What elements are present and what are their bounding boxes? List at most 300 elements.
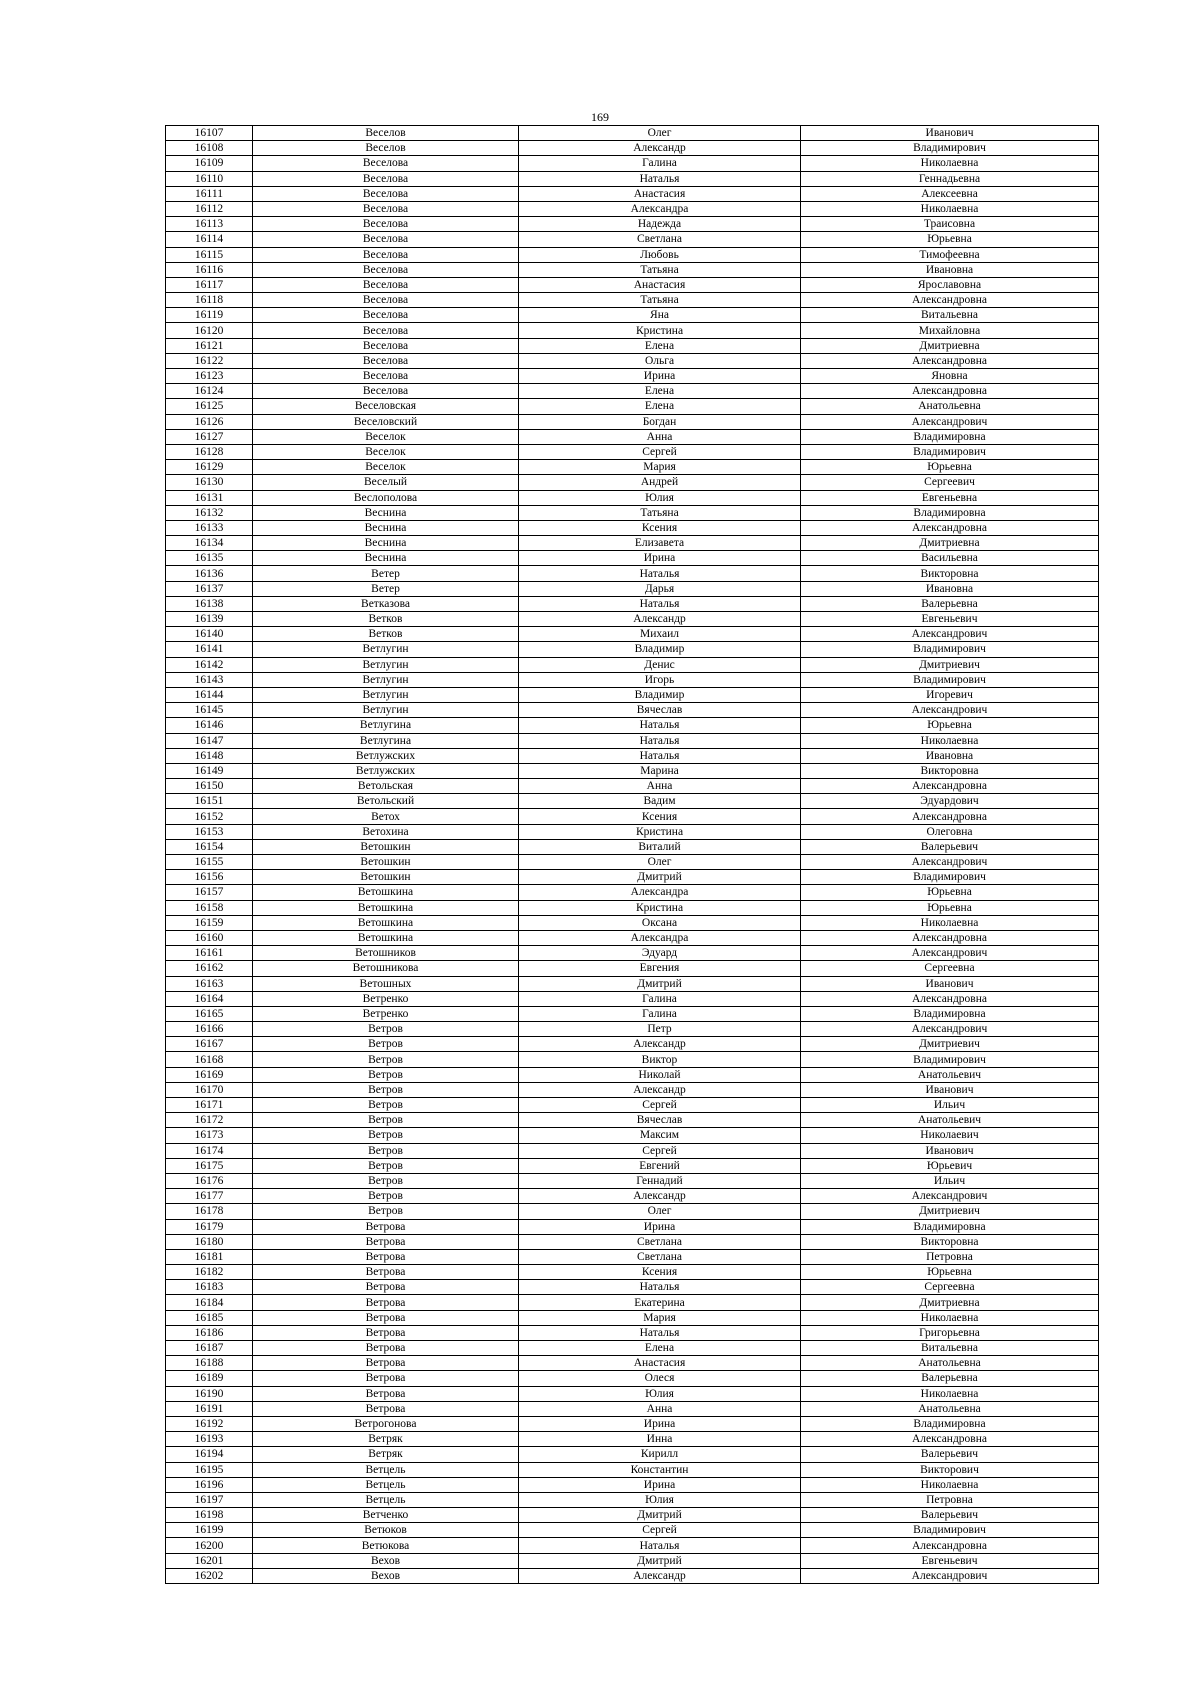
patronymic-cell: Михайловна [801, 323, 1099, 338]
row-number-cell: 16139 [166, 612, 253, 627]
first-name-cell: Эдуард [519, 946, 801, 961]
table-row [166, 1037, 1099, 1052]
row-number-cell: 16199 [166, 1523, 253, 1538]
first-name-cell: Евгения [519, 961, 801, 976]
row-number-cell: 16163 [166, 976, 253, 991]
table-row [166, 1158, 1099, 1173]
row-number-cell: 16180 [166, 1234, 253, 1249]
first-name-cell: Сергей [519, 1098, 801, 1113]
table-row [166, 475, 1099, 490]
table-row [166, 718, 1099, 733]
table-row [166, 672, 1099, 687]
row-number-cell: 16181 [166, 1249, 253, 1264]
table-row [166, 338, 1099, 353]
patronymic-cell: Владимировна [801, 505, 1099, 520]
row-number-cell: 16135 [166, 551, 253, 566]
patronymic-cell: Сергеевич [801, 475, 1099, 490]
patronymic-cell: Дмитриевич [801, 657, 1099, 672]
patronymic-cell: Владимирович [801, 141, 1099, 156]
patronymic-cell: Евгеньевич [801, 612, 1099, 627]
patronymic-cell: Владимировна [801, 1416, 1099, 1431]
table-row [166, 323, 1099, 338]
first-name-cell: Дмитрий [519, 870, 801, 885]
table-row [166, 1325, 1099, 1340]
first-name-cell: Александр [519, 612, 801, 627]
table-row [166, 520, 1099, 535]
last-name-cell: Ветказова [253, 596, 519, 611]
row-number-cell: 16130 [166, 475, 253, 490]
table-row [166, 946, 1099, 961]
patronymic-cell: Анатольевна [801, 399, 1099, 414]
row-number-cell: 16171 [166, 1098, 253, 1113]
table-row [166, 353, 1099, 368]
patronymic-cell: Дмитриевна [801, 536, 1099, 551]
first-name-cell: Александр [519, 1082, 801, 1097]
patronymic-cell: Александрович [801, 855, 1099, 870]
table-row [166, 1249, 1099, 1264]
last-name-cell: Ветер [253, 566, 519, 581]
row-number-cell: 16157 [166, 885, 253, 900]
row-number-cell: 16165 [166, 1006, 253, 1021]
first-name-cell: Светлана [519, 232, 801, 247]
first-name-cell: Наталья [519, 748, 801, 763]
row-number-cell: 16142 [166, 657, 253, 672]
last-name-cell: Веслополова [253, 490, 519, 505]
row-number-cell: 16121 [166, 338, 253, 353]
patronymic-cell: Анатольевич [801, 1113, 1099, 1128]
last-name-cell: Ветренко [253, 991, 519, 1006]
row-number-cell: 16119 [166, 308, 253, 323]
patronymic-cell: Владимировна [801, 1219, 1099, 1234]
patronymic-cell: Юрьевна [801, 900, 1099, 915]
patronymic-cell: Валерьевич [801, 1508, 1099, 1523]
patronymic-cell: Евгеньевич [801, 1553, 1099, 1568]
patronymic-cell: Петровна [801, 1249, 1099, 1264]
table-row [166, 748, 1099, 763]
first-name-cell: Ирина [519, 1477, 801, 1492]
table-row [166, 1006, 1099, 1021]
table-row [166, 429, 1099, 444]
first-name-cell: Вадим [519, 794, 801, 809]
last-name-cell: Ветошкина [253, 915, 519, 930]
patronymic-cell: Николаевна [801, 1386, 1099, 1401]
first-name-cell: Сергей [519, 444, 801, 459]
last-name-cell: Ветлугина [253, 733, 519, 748]
table-row [166, 703, 1099, 718]
patronymic-cell: Юрьевна [801, 1265, 1099, 1280]
first-name-cell: Марина [519, 763, 801, 778]
patronymic-cell: Александровна [801, 930, 1099, 945]
patronymic-cell: Владимирович [801, 642, 1099, 657]
row-number-cell: 16201 [166, 1553, 253, 1568]
patronymic-cell: Владимирович [801, 1523, 1099, 1538]
last-name-cell: Ветрова [253, 1265, 519, 1280]
patronymic-cell: Алексеевна [801, 186, 1099, 201]
row-number-cell: 16167 [166, 1037, 253, 1052]
patronymic-cell: Александрович [801, 627, 1099, 642]
last-name-cell: Ветрогонова [253, 1416, 519, 1431]
patronymic-cell: Иванович [801, 976, 1099, 991]
first-name-cell: Елена [519, 338, 801, 353]
last-name-cell: Веселова [253, 247, 519, 262]
first-name-cell: Елизавета [519, 536, 801, 551]
table-row [166, 581, 1099, 596]
table-row [166, 369, 1099, 384]
roster-table [165, 125, 1099, 1584]
table-row [166, 642, 1099, 657]
row-number-cell: 16186 [166, 1325, 253, 1340]
row-number-cell: 16155 [166, 855, 253, 870]
table-row [166, 171, 1099, 186]
first-name-cell: Максим [519, 1128, 801, 1143]
table-row [166, 1067, 1099, 1082]
table-row [166, 384, 1099, 399]
patronymic-cell: Витальевна [801, 1341, 1099, 1356]
first-name-cell: Наталья [519, 1325, 801, 1340]
table-row [166, 1189, 1099, 1204]
table-row [166, 627, 1099, 642]
patronymic-cell: Владимирович [801, 870, 1099, 885]
last-name-cell: Ветров [253, 1052, 519, 1067]
table-row [166, 763, 1099, 778]
last-name-cell: Ветков [253, 612, 519, 627]
first-name-cell: Вячеслав [519, 703, 801, 718]
last-name-cell: Ветцель [253, 1477, 519, 1492]
last-name-cell: Ветрова [253, 1234, 519, 1249]
table-row [166, 566, 1099, 581]
row-number-cell: 16164 [166, 991, 253, 1006]
first-name-cell: Евгений [519, 1158, 801, 1173]
patronymic-cell: Яновна [801, 369, 1099, 384]
row-number-cell: 16188 [166, 1356, 253, 1371]
row-number-cell: 16177 [166, 1189, 253, 1204]
first-name-cell: Виктор [519, 1052, 801, 1067]
row-number-cell: 16184 [166, 1295, 253, 1310]
table-row [166, 915, 1099, 930]
row-number-cell: 16160 [166, 930, 253, 945]
patronymic-cell: Николаевна [801, 1310, 1099, 1325]
first-name-cell: Олег [519, 855, 801, 870]
table-row [166, 1432, 1099, 1447]
row-number-cell: 16116 [166, 262, 253, 277]
table-row [166, 1098, 1099, 1113]
patronymic-cell: Александрович [801, 703, 1099, 718]
last-name-cell: Ветряк [253, 1447, 519, 1462]
first-name-cell: Ирина [519, 551, 801, 566]
last-name-cell: Веселова [253, 232, 519, 247]
row-number-cell: 16115 [166, 247, 253, 262]
first-name-cell: Елена [519, 399, 801, 414]
first-name-cell: Анна [519, 779, 801, 794]
first-name-cell: Александра [519, 885, 801, 900]
table-row [166, 1371, 1099, 1386]
last-name-cell: Веселова [253, 156, 519, 171]
table-row [166, 126, 1099, 141]
patronymic-cell: Анатольевна [801, 1401, 1099, 1416]
table-row [166, 444, 1099, 459]
patronymic-cell: Дмитриевич [801, 1037, 1099, 1052]
patronymic-cell: Валерьевич [801, 1447, 1099, 1462]
last-name-cell: Ветлугин [253, 642, 519, 657]
table-row [166, 657, 1099, 672]
first-name-cell: Татьяна [519, 262, 801, 277]
table-row [166, 217, 1099, 232]
table-row [166, 141, 1099, 156]
first-name-cell: Светлана [519, 1234, 801, 1249]
patronymic-cell: Юрьевна [801, 232, 1099, 247]
row-number-cell: 16170 [166, 1082, 253, 1097]
table-row [166, 1477, 1099, 1492]
row-number-cell: 16182 [166, 1265, 253, 1280]
row-number-cell: 16161 [166, 946, 253, 961]
row-number-cell: 16147 [166, 733, 253, 748]
row-number-cell: 16154 [166, 839, 253, 854]
first-name-cell: Константин [519, 1462, 801, 1477]
first-name-cell: Игорь [519, 672, 801, 687]
table-row [166, 1310, 1099, 1325]
first-name-cell: Александра [519, 930, 801, 945]
last-name-cell: Веселова [253, 384, 519, 399]
table-row [166, 460, 1099, 475]
row-number-cell: 16156 [166, 870, 253, 885]
first-name-cell: Олег [519, 1204, 801, 1219]
last-name-cell: Вехов [253, 1568, 519, 1583]
patronymic-cell: Ивановна [801, 581, 1099, 596]
row-number-cell: 16200 [166, 1538, 253, 1553]
last-name-cell: Ветров [253, 1067, 519, 1082]
last-name-cell: Ветров [253, 1158, 519, 1173]
first-name-cell: Оксана [519, 915, 801, 930]
first-name-cell: Анастасия [519, 186, 801, 201]
patronymic-cell: Траисовна [801, 217, 1099, 232]
last-name-cell: Веселова [253, 369, 519, 384]
patronymic-cell: Валерьевна [801, 1371, 1099, 1386]
table-row [166, 1082, 1099, 1097]
patronymic-cell: Дмитриевна [801, 338, 1099, 353]
last-name-cell: Ветров [253, 1128, 519, 1143]
table-row [166, 1416, 1099, 1431]
patronymic-cell: Дмитриевна [801, 1295, 1099, 1310]
last-name-cell: Ветлугин [253, 703, 519, 718]
first-name-cell: Инна [519, 1432, 801, 1447]
last-name-cell: Веселова [253, 217, 519, 232]
last-name-cell: Ветер [253, 581, 519, 596]
patronymic-cell: Ярославовна [801, 277, 1099, 292]
patronymic-cell: Юрьевна [801, 460, 1099, 475]
first-name-cell: Олег [519, 126, 801, 141]
table-row [166, 1538, 1099, 1553]
first-name-cell: Наталья [519, 171, 801, 186]
row-number-cell: 16153 [166, 824, 253, 839]
patronymic-cell: Сергеевна [801, 1280, 1099, 1295]
first-name-cell: Ксения [519, 809, 801, 824]
last-name-cell: Веселова [253, 171, 519, 186]
first-name-cell: Елена [519, 384, 801, 399]
row-number-cell: 16136 [166, 566, 253, 581]
first-name-cell: Виталий [519, 839, 801, 854]
row-number-cell: 16179 [166, 1219, 253, 1234]
patronymic-cell: Николаевич [801, 1128, 1099, 1143]
last-name-cell: Ветрова [253, 1401, 519, 1416]
row-number-cell: 16193 [166, 1432, 253, 1447]
first-name-cell: Кристина [519, 900, 801, 915]
patronymic-cell: Владимировна [801, 1006, 1099, 1021]
last-name-cell: Веселов [253, 126, 519, 141]
last-name-cell: Ветров [253, 1022, 519, 1037]
patronymic-cell: Юрьевна [801, 885, 1099, 900]
last-name-cell: Ветров [253, 1113, 519, 1128]
table-row [166, 779, 1099, 794]
row-number-cell: 16187 [166, 1341, 253, 1356]
row-number-cell: 16118 [166, 293, 253, 308]
last-name-cell: Ветров [253, 1189, 519, 1204]
first-name-cell: Анна [519, 429, 801, 444]
table-row [166, 1523, 1099, 1538]
patronymic-cell: Александрович [801, 946, 1099, 961]
patronymic-cell: Валерьевна [801, 596, 1099, 611]
table-row [166, 976, 1099, 991]
first-name-cell: Ксения [519, 520, 801, 535]
patronymic-cell: Ильич [801, 1098, 1099, 1113]
last-name-cell: Веселова [253, 186, 519, 201]
first-name-cell: Ирина [519, 1416, 801, 1431]
table-row [166, 885, 1099, 900]
first-name-cell: Анастасия [519, 1356, 801, 1371]
first-name-cell: Анна [519, 1401, 801, 1416]
first-name-cell: Ирина [519, 1219, 801, 1234]
row-number-cell: 16152 [166, 809, 253, 824]
first-name-cell: Наталья [519, 718, 801, 733]
last-name-cell: Вехов [253, 1553, 519, 1568]
patronymic-cell: Анатольевна [801, 1356, 1099, 1371]
row-number-cell: 16128 [166, 444, 253, 459]
last-name-cell: Веселова [253, 353, 519, 368]
row-number-cell: 16111 [166, 186, 253, 201]
table-row [166, 551, 1099, 566]
patronymic-cell: Юрьевна [801, 718, 1099, 733]
row-number-cell: 16198 [166, 1508, 253, 1523]
patronymic-cell: Александровна [801, 293, 1099, 308]
row-number-cell: 16195 [166, 1462, 253, 1477]
first-name-cell: Наталья [519, 566, 801, 581]
last-name-cell: Ветошкина [253, 900, 519, 915]
first-name-cell: Юлия [519, 1386, 801, 1401]
table-row [166, 1052, 1099, 1067]
table-row [166, 596, 1099, 611]
table-row [166, 156, 1099, 171]
last-name-cell: Ветрова [253, 1371, 519, 1386]
last-name-cell: Ветлугина [253, 718, 519, 733]
table-row [166, 961, 1099, 976]
first-name-cell: Дарья [519, 581, 801, 596]
table-row [166, 1234, 1099, 1249]
table-row [166, 186, 1099, 201]
table-row [166, 991, 1099, 1006]
row-number-cell: 16108 [166, 141, 253, 156]
last-name-cell: Ветрова [253, 1341, 519, 1356]
table-row [166, 1219, 1099, 1234]
row-number-cell: 16137 [166, 581, 253, 596]
patronymic-cell: Владимировна [801, 429, 1099, 444]
table-row [166, 490, 1099, 505]
patronymic-cell: Викторович [801, 1462, 1099, 1477]
last-name-cell: Ветряк [253, 1432, 519, 1447]
row-number-cell: 16166 [166, 1022, 253, 1037]
last-name-cell: Веселый [253, 475, 519, 490]
row-number-cell: 16107 [166, 126, 253, 141]
row-number-cell: 16123 [166, 369, 253, 384]
last-name-cell: Ветрова [253, 1295, 519, 1310]
last-name-cell: Ветошкин [253, 839, 519, 854]
last-name-cell: Веселова [253, 323, 519, 338]
patronymic-cell: Николаевна [801, 156, 1099, 171]
first-name-cell: Денис [519, 657, 801, 672]
last-name-cell: Ветлугин [253, 657, 519, 672]
last-name-cell: Ветров [253, 1204, 519, 1219]
row-number-cell: 16126 [166, 414, 253, 429]
row-number-cell: 16176 [166, 1173, 253, 1188]
patronymic-cell: Владимирович [801, 444, 1099, 459]
first-name-cell: Любовь [519, 247, 801, 262]
patronymic-cell: Валерьевич [801, 839, 1099, 854]
table-row [166, 293, 1099, 308]
last-name-cell: Веселок [253, 429, 519, 444]
row-number-cell: 16183 [166, 1280, 253, 1295]
table-row [166, 1143, 1099, 1158]
row-number-cell: 16194 [166, 1447, 253, 1462]
row-number-cell: 16178 [166, 1204, 253, 1219]
row-number-cell: 16134 [166, 536, 253, 551]
first-name-cell: Мария [519, 1310, 801, 1325]
patronymic-cell: Владимирович [801, 672, 1099, 687]
first-name-cell: Светлана [519, 1249, 801, 1264]
first-name-cell: Андрей [519, 475, 801, 490]
first-name-cell: Анастасия [519, 277, 801, 292]
first-name-cell: Александра [519, 201, 801, 216]
last-name-cell: Ветченко [253, 1508, 519, 1523]
patronymic-cell: Дмитриевич [801, 1204, 1099, 1219]
row-number-cell: 16173 [166, 1128, 253, 1143]
patronymic-cell: Евгеньевна [801, 490, 1099, 505]
patronymic-cell: Геннадьевна [801, 171, 1099, 186]
table-row [166, 536, 1099, 551]
last-name-cell: Веснина [253, 536, 519, 551]
row-number-cell: 16190 [166, 1386, 253, 1401]
page-number: 169 [591, 110, 609, 124]
first-name-cell: Вячеслав [519, 1113, 801, 1128]
last-name-cell: Веселова [253, 201, 519, 216]
first-name-cell: Кирилл [519, 1447, 801, 1462]
row-number-cell: 16192 [166, 1416, 253, 1431]
patronymic-cell: Александровна [801, 779, 1099, 794]
table-row [166, 1401, 1099, 1416]
table-row [166, 277, 1099, 292]
patronymic-cell: Сергеевна [801, 961, 1099, 976]
patronymic-cell: Васильевна [801, 551, 1099, 566]
first-name-cell: Мария [519, 460, 801, 475]
patronymic-cell: Александровна [801, 991, 1099, 1006]
row-number-cell: 16149 [166, 763, 253, 778]
first-name-cell: Дмитрий [519, 1508, 801, 1523]
last-name-cell: Ветрова [253, 1219, 519, 1234]
last-name-cell: Ветрова [253, 1356, 519, 1371]
table-row [166, 930, 1099, 945]
last-name-cell: Веснина [253, 551, 519, 566]
patronymic-cell: Александровна [801, 809, 1099, 824]
row-number-cell: 16145 [166, 703, 253, 718]
last-name-cell: Ветольская [253, 779, 519, 794]
last-name-cell: Веселок [253, 444, 519, 459]
